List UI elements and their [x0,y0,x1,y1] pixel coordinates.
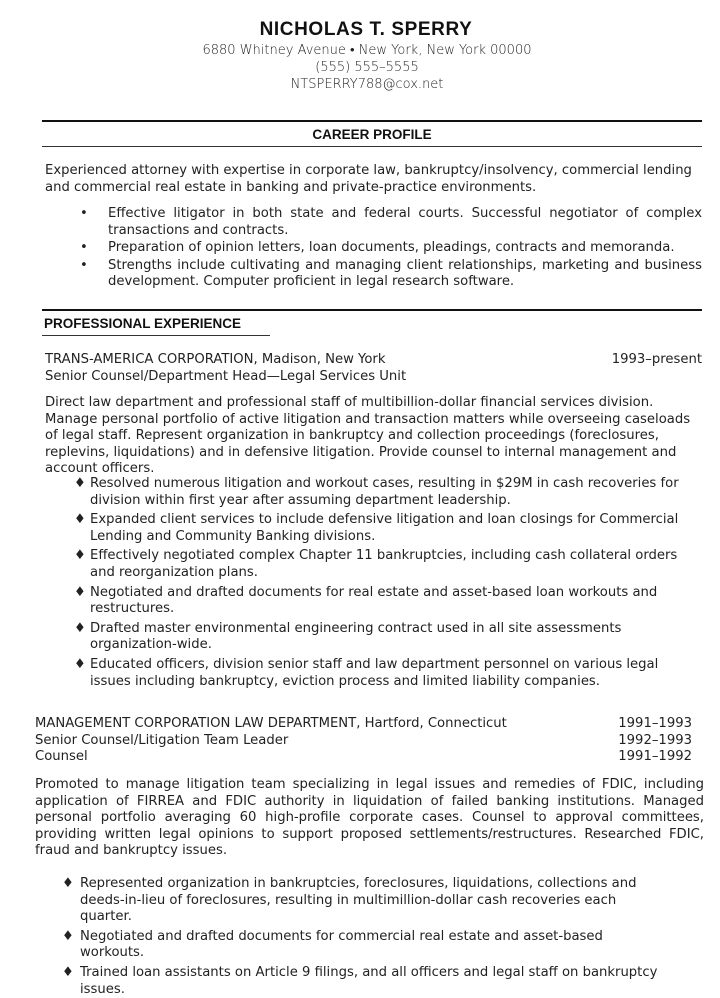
position-dates: 1991–1992 [618,749,692,764]
list-item [74,548,690,581]
resume-header [0,18,720,93]
bullet-text: Strengths include cultivating and managing client relationships, marketing and business development. Computer proficient in legal research software. [108,257,702,289]
diamond-bullet-icon: ♦ [74,512,86,528]
bullet-icon: • [80,206,88,221]
list-item [74,656,690,690]
list-item [74,620,690,654]
list-item [74,512,690,545]
job-1-heading [45,352,702,369]
candidate-name: NICHOLAS T. SPERRY [259,19,473,40]
diamond-bullet-icon: ♦ [74,656,86,672]
list-item [80,240,702,257]
list-item [74,476,690,509]
diamond-bullet-icon: ♦ [62,876,74,891]
job-2-position-2 [35,749,692,766]
bullet-text: Negotiated and drafted documents for real estate and asset-based loan workouts and restructures. [90,584,658,617]
section-rule [42,120,702,122]
company-location: Hartford, Connecticut [360,716,507,731]
diamond-bullet-icon: ♦ [74,584,86,600]
list-item [62,928,670,962]
section-underline [42,146,702,147]
company-location: Madison, New York [257,352,386,367]
email: NTSPERRY788@cox.net [290,77,444,92]
list-item [74,584,690,618]
bullet-icon: • [80,240,88,255]
job-position: Counsel [35,749,88,764]
bullet-text: Effective litigator in both state and federal courts. Successful negotiator of complex transactions and contracts. [108,206,702,238]
job-2-description: Promoted to manage litigation team specializing in legal issues and remedies of FDIC, including application of FIRREA and FDIC authority in liquidation of failed banking institutions. Managed personal portfolio averaging 60 high-profile corporate cases. Counsel to approval committees, providing written legal opinions to support proposed settlements/restructures. Researched FDIC, fraud and bankruptcy issues. [35,777,704,858]
phone: (555) 555–5555 [315,60,419,75]
diamond-bullet-icon: ♦ [74,548,86,564]
company-name: MANAGEMENT CORPORATION LAW DEPARTMENT, [35,716,361,731]
job-2-position-1 [35,733,692,750]
job-2 [35,716,692,766]
diamond-bullet-icon: ♦ [74,620,86,636]
company-name: TRANS-AMERICA CORPORATION, [45,352,258,367]
job-1 [45,352,702,478]
section-underline [42,335,270,336]
job-description: Direct law department and professional staff of multibillion-dollar financial services division. Manage personal portfolio of active litigation and transaction matters while overseeing caseloads of legal staff. Represent organization in bankruptcy and collection proceedings (foreclosures, replevins, liquidations) and in defensive litigation. Provide counsel to internal management and account officers. [45,395,691,476]
bullet-icon: • [80,257,88,273]
job-2-bullets [62,876,670,998]
job-position: Senior Counsel/Litigation Team Leader [35,732,289,748]
bullet-text: Resolved numerous litigation and workout cases, resulting in $29M in cash recoveries for division within first year after assuming department leadership. [90,476,679,508]
bullet-text: Expanded client services to include defensive litigation and loan closings for Commercial Lending and Community Banking divisions. [90,512,679,544]
career-bullets [80,206,702,291]
diamond-bullet-icon: ♦ [62,928,74,944]
job-2-heading [35,716,692,733]
experience-title: PROFESSIONAL EXPERIENCE [44,316,242,331]
diamond-bullet-icon: ♦ [74,476,86,491]
career-summary: Experienced attorney with expertise in corporate law, bankruptcy/insolvency, commercial lending and commercial real estate in banking and private-practice environments. [45,163,692,195]
list-item [62,876,670,926]
list-item [80,257,702,291]
diamond-bullet-icon: ♦ [62,964,74,980]
section-rule [42,309,702,311]
bullet-text: Represented organization in bankruptcies, foreclosures, liquidations, collections and deeds-in-lieu of foreclosures, resulting in multimillion-dollar cash recoveries each quarter. [80,876,637,925]
list-item [80,206,702,239]
bullet-text: Educated officers, division senior staff and law department personnel on various legal issues including bankruptcy, eviction process and limited liability companies. [90,656,659,689]
bullet-text: Preparation of opinion letters, loan documents, pleadings, contracts and memoranda. [108,240,675,255]
job-dates: 1993–present [611,352,702,367]
position-dates: 1992–1993 [618,732,692,748]
list-item [62,964,670,998]
bullet-text: Negotiated and drafted documents for commercial real estate and asset-based workouts. [80,928,603,961]
address: 6880 Whitney Avenue • New York, New York 00000 [202,43,532,58]
experience-header [42,309,702,336]
career-profile-title: CAREER PROFILE [312,127,432,142]
bullet-text: Drafted master environmental engineering contract used in all site assessments organization-wide. [90,620,622,653]
bullet-text: Trained loan assistants on Article 9 filings, and all officers and legal staff on bankruptcy issues. [80,964,658,997]
job-1-bullets [74,476,690,690]
bullet-text: Effectively negotiated complex Chapter 11 bankruptcies, including cash collateral orders and reorganization plans. [90,548,678,580]
job-dates: 1991–1993 [618,716,692,731]
career-profile-header [42,120,702,147]
job-position: Senior Counsel/Department Head—Legal Services Unit [45,368,407,384]
